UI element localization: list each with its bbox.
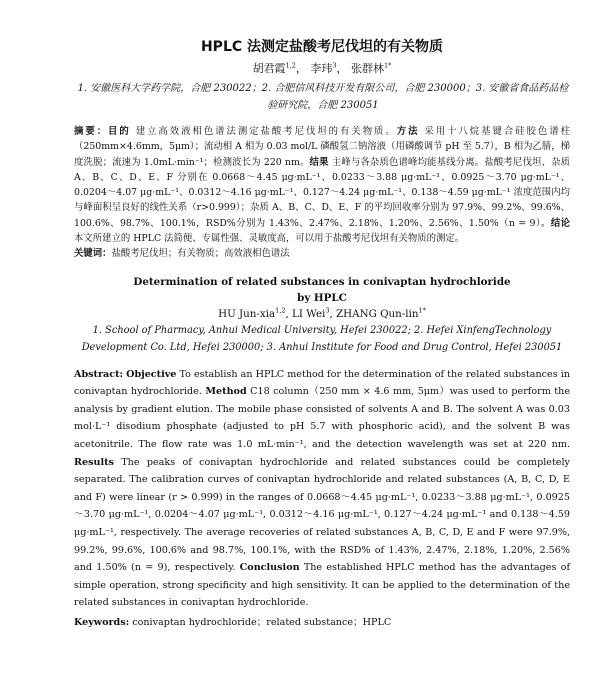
- conclusion-label: 结论: [550, 217, 570, 229]
- author-separator: ，: [295, 62, 307, 75]
- chinese-abstract: [74, 124, 570, 262]
- author-affil-mark: 1*: [418, 306, 426, 315]
- keywords-text: 盐酸考尼伐坦；有关物质；高效液相色谱法: [111, 248, 290, 260]
- author-affil-mark: 1,2: [275, 306, 286, 315]
- english-authors: [74, 308, 570, 320]
- english-abstract: [74, 366, 570, 612]
- chinese-affiliations: 1. 安徽医科大学药学院，合肥 230022；2. 合肥信风科技开发有限公司，合肥 230000；3. 安徽省食品药品检验研究院，合肥 230051: [77, 83, 569, 111]
- english-affiliations: 1. School of Pharmacy, Anhui Medical University, Hefei 230022; 2. Hefei XinfengTechnology Development Co. Ltd, Hefei 230000; 3. Anhui Institute for Food and Drug Control, Hefei 230051: [81, 324, 563, 353]
- author-name: 张群林: [351, 62, 385, 75]
- objective-text: 建立高效液相色谱法测定盐酸考尼伐坦的有关物质。: [135, 126, 397, 137]
- keywords-label: Keywords:: [74, 616, 130, 628]
- author-affil-mark: 1,2: [285, 61, 296, 70]
- author-affil-mark: 3: [332, 61, 337, 70]
- results-label: 结果: [309, 156, 329, 168]
- author-name: ZHANG Qun-lin: [336, 307, 419, 320]
- author-separator: ,: [285, 307, 293, 320]
- results-text: 主峰与各杂质色谱峰均能基线分离。盐酸考尼伐坦、杂质 A、B、C、D、E、F 分别在 0.0668～4.45 μg·mL⁻¹、0.0233～3.88 μg·mL⁻¹、0.0925～3.70 μg·mL⁻¹、0.0204～4.07 μg·mL⁻¹、0.0312～4.16 μg·mL⁻¹、0.127～4.24 μg·mL⁻¹、0.138～4.59 μg·mL⁻¹ 浓度范围内均与峰面积呈良好的线性关系（r>0.999）；杂质 A、B、C、D、E、F 的平均回收率分别为 97.9%、99.2%、99.6%、100.6%、98.7%、100.1%，RSD%分别为 1.43%、2.47%、2.18%、1.20%、2.56%、1.50%（n = 9）。: [74, 156, 570, 229]
- author-name: HU Jun-xia: [218, 307, 276, 320]
- objective-text: To establish an HPLC method for the determination of the related substances in conivaptan hydrochloride.: [74, 368, 570, 398]
- author-name: LI Wei: [292, 307, 326, 320]
- conclusion-label: Conclusion: [239, 562, 300, 574]
- results-text: The peaks of conivaptan hydrochloride and related substances could be completely separated. The calibration curves of conivaptan hydrochloride and related substances (A, B, C, D, E and F) were linear (r > 0.999) in the ranges of 0.0668～4.45 μg·mL⁻¹, 0.0233～3.88 μg·mL⁻¹, 0.0925～3.70 μg·mL⁻¹, 0.0204～4.07 μg·mL⁻¹, 0.0312～4.16 μg·mL⁻¹, 0.127～4.24 μg·mL⁻¹ and 0.138～4.59 μg·mL⁻¹, respectively. The average recoveries of related substances A, B, C, D, E and F were 97.9%, 99.2%, 99.6%, 100.6% and 98.7%, 100.1%, with the RSD% of 1.43%, 2.47%, 2.18%, 1.20%, 2.56% and 1.50% (n = 9), respectively.: [74, 456, 570, 574]
- method-label: 方法: [396, 126, 420, 137]
- author-affil-mark: 1*: [384, 61, 392, 70]
- author-name: 李玮: [310, 62, 333, 75]
- author-affil-mark: 3: [325, 306, 330, 315]
- chinese-authors: [74, 60, 570, 76]
- keywords-label: 关键词：: [74, 248, 112, 260]
- objective-label: Objective: [126, 368, 177, 380]
- results-label: Results: [74, 456, 114, 468]
- author-name: 胡君霞: [252, 62, 286, 75]
- abstract-label: Abstract:: [74, 368, 124, 380]
- english-keywords: [74, 614, 570, 628]
- conclusion-text: The established HPLC method has the advantages of simple operation, strong specificity and high sensitivity. It can be applied to the determination of the related substances in conivaptan hydrochloride.: [74, 562, 570, 609]
- chinese-title: HPLC 法测定盐酸考尼伐坦的有关物质: [200, 39, 444, 55]
- method-label: Method: [205, 386, 247, 398]
- english-title-continuation: by HPLC: [297, 291, 347, 304]
- method-text: C18 column（250 mm × 4.6 mm, 5μm）was used to perform the analysis by gradient elution. The mobile phase consisted of solvents A and B. The solvent A was 0.03 mol·L⁻¹ disodium phosphate (adjusted to pH 5.7 with phosphoric acid), and the solvent B was acetonitrile. The flow rate was 1.0 mL·min⁻¹, and the detection wavelength was set at 220 nm.: [74, 386, 570, 451]
- objective-label: 目的: [108, 126, 131, 137]
- author-separator: ，: [336, 62, 348, 75]
- abstract-label: 摘要：: [74, 126, 109, 137]
- keywords-text: conivaptan hydrochloride；related substance；HPLC: [132, 616, 392, 628]
- method-text: 采用十八烷基键合硅胶色谱柱（250mm×4.6mm，5μm）；流动相 A 相为 0.03 mol/L 磷酸氢二钠溶液（用磷酸调节 pH 至 5.7），B 相为乙腈，梯度洗脱；流速为 1.0mL·min⁻¹；检测波长为 220 nm。: [74, 126, 570, 168]
- english-title: Determination of related substances in conivaptan hydrochloride: [133, 275, 511, 288]
- author-separator: ,: [329, 307, 337, 320]
- conclusion-text: 本文所建立的 HPLC 法简便、专属性强、灵敏度高，可以用于盐酸考尼伐坦有关物质的测定。: [74, 233, 465, 245]
- chinese-keywords: [74, 246, 570, 261]
